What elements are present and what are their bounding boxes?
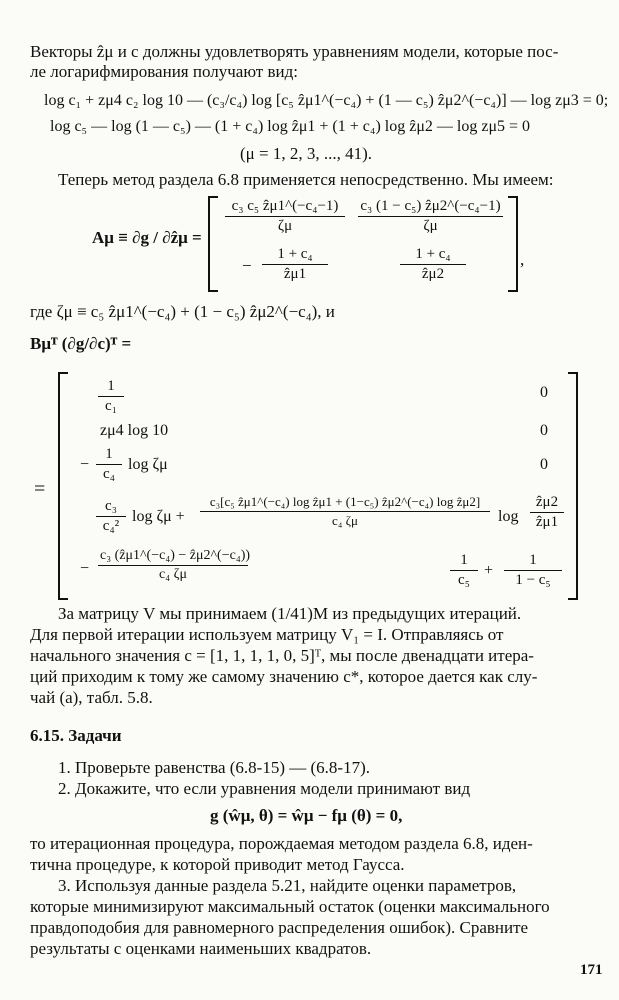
- b-r1c2: 0: [540, 384, 548, 401]
- b-r5c2-plus: +: [484, 562, 494, 579]
- intro-line-2: ле логарифмирования получают вид:: [30, 62, 298, 81]
- task2-line-2: тична процедуре, к которой приводит метод Гаусса.: [30, 855, 405, 874]
- after-line-4: ций приходим к тому же самому значению c*, которое дается как слу-: [30, 667, 538, 686]
- a-matrix-comma: ,: [520, 250, 525, 269]
- a-r2c1-num: 1 + c₄: [262, 246, 328, 265]
- a-matrix-r2c1: [262, 246, 328, 283]
- b-r5c1-frac: [98, 548, 251, 583]
- task2-line-1: то итерационная процедура, порождаемая методом раздела 6.8, иден-: [30, 834, 533, 853]
- model-equation-index: (μ = 1, 2, 3, ..., 41).: [240, 144, 373, 163]
- b-r5c2b-den: 1 − c₅: [515, 572, 551, 588]
- task-2: 2. Докажите, что если уравнения модели принимают вид: [58, 779, 471, 798]
- after-line-3: начального значения c = [1, 1, 1, 1, 0, 5]ᵀ, мы после двенадцати итера-: [30, 646, 534, 665]
- b-r4c2-den: ẑμ1: [535, 514, 559, 530]
- b-r4-tail: log ζμ +: [132, 508, 185, 525]
- b-r2c1: zμ4 log 10: [100, 422, 169, 439]
- task-1: 1. Проверьте равенства (6.8-15) — (6.8-17).: [58, 758, 370, 777]
- model-equation-1: log c₁ + zμ4 c₂ log 10 — (c₃/c₄) log [c₅ ẑμ1^(−c₄) + (1 — c₅) ẑμ2^(−c₄)] — log zμ3 = 0;: [44, 92, 609, 109]
- b-matrix-right-bracket: [568, 372, 578, 600]
- a-r1c2-num: c₃ (1 − c₅) ẑμ2^(−c₄−1): [358, 198, 503, 217]
- b-matrix-lhs: Bμᵀ (∂g/∂c)ᵀ =: [30, 334, 132, 353]
- page-number: 171: [580, 962, 603, 978]
- a-matrix-r1c2: [358, 198, 503, 235]
- a-r1c2-den: ζμ: [423, 218, 438, 234]
- b-r5c2a-den: c₅: [458, 572, 470, 588]
- b-r1c1-den: c₁: [105, 398, 117, 414]
- b-r4-frac2-num: c₃[c₅ ẑμ1^(−c₄) log ẑμ1 + (1−c₅) ẑμ2^(−c₄) log ẑμ2]: [200, 494, 490, 512]
- b-r4-frac2: [200, 494, 490, 529]
- task3-line-1: 3. Используя данные раздела 5.21, найдите оценки параметров,: [58, 876, 517, 895]
- a-matrix-right-bracket: [508, 196, 518, 292]
- b-r3c1-num: 1: [96, 446, 122, 465]
- b-r4-frac1-num: c₃: [96, 498, 126, 517]
- b-r5c2-frac-b: [504, 552, 562, 589]
- task3-line-3: правдоподобия для равномерного распределения ошибок). Сравните: [30, 918, 529, 937]
- method-line: Теперь метод раздела 6.8 применяется непосредственно. Мы имеем:: [58, 170, 554, 189]
- zeta-definition: где ζμ ≡ c₅ ẑμ1^(−c₄) + (1 − c₅) ẑμ2^(−c₄), и: [30, 302, 335, 321]
- b-r2c2: 0: [540, 422, 548, 439]
- a-r1c1-den: ζμ: [277, 218, 293, 234]
- intro-line-1: Векторы ẑμ и c должны удовлетворять уравнениям модели, которые пос-: [30, 42, 559, 61]
- b-r5c2-frac-a: [450, 552, 478, 589]
- a-r1c1-num: c₃ c₅ ẑμ1^(−c₄−1): [225, 198, 345, 217]
- section-title: 6.15. Задачи: [30, 726, 122, 745]
- model-equation-task: g (ŵμ, θ) = ŵμ − fμ (θ) = 0,: [210, 806, 403, 825]
- b-r4c2-frac: [530, 494, 564, 531]
- b-matrix-equals: =: [34, 478, 46, 500]
- b-r1c1: [98, 378, 124, 415]
- b-r1c1-num: 1: [98, 378, 124, 397]
- b-r3c1-tail: log ζμ: [128, 456, 168, 473]
- task3-line-2: которые минимизируют максимальный остаток (оценки максимального: [30, 897, 550, 916]
- b-r4c2-log: log: [498, 508, 519, 525]
- a-matrix-left-bracket: [208, 196, 218, 292]
- task3-line-4: результаты с оценками наименьших квадратов.: [30, 939, 372, 958]
- after-line-2: Для первой итерации используем матрицу V₁ = I. Отправляясь от: [30, 625, 504, 644]
- b-r5c2b-num: 1: [504, 552, 562, 571]
- b-r4c2-num: ẑμ2: [530, 494, 564, 513]
- a-matrix-r1c1: [225, 198, 345, 235]
- b-r4-frac1-den: c₄²: [102, 518, 120, 534]
- after-line-5: чай (а), табл. 5.8.: [30, 688, 153, 707]
- b-r5c1-num: c₃ (ẑμ1^(−c₄) − ẑμ2^(−c₄)): [98, 548, 248, 566]
- b-r5c2a-num: 1: [450, 552, 478, 571]
- model-equation-2: log c₅ — log (1 — c₅) — (1 + c₄) log ẑμ1 + (1 + c₄) log ẑμ2 — log zμ5 = 0: [50, 118, 531, 135]
- a-matrix-lhs: Aμ ≡ ∂g / ∂ẑμ =: [92, 228, 202, 247]
- a-r2c2-den: ẑμ2: [421, 266, 445, 282]
- b-r3c1-den: c₄: [103, 466, 115, 482]
- a-r2c1-den: ẑμ1: [283, 266, 307, 282]
- b-r5c1-den: c₄ ζμ: [159, 567, 187, 582]
- b-r3c1-frac: [96, 446, 122, 483]
- b-r4-frac2-den: c₄ ζμ: [332, 513, 358, 528]
- after-line-1: За матрицу V мы принимаем (1/41)M из предыдущих итераций.: [58, 604, 522, 623]
- b-r3c2: 0: [540, 456, 548, 473]
- b-matrix-left-bracket: [58, 372, 68, 600]
- b-r4-frac1: [96, 498, 126, 535]
- b-r5c1-sign: −: [80, 560, 90, 577]
- a-r2c1-sign: −: [242, 256, 252, 275]
- b-r3c1-sign: −: [80, 456, 90, 473]
- a-matrix-r2c2: [400, 246, 466, 283]
- a-r2c2-num: 1 + c₄: [400, 246, 466, 265]
